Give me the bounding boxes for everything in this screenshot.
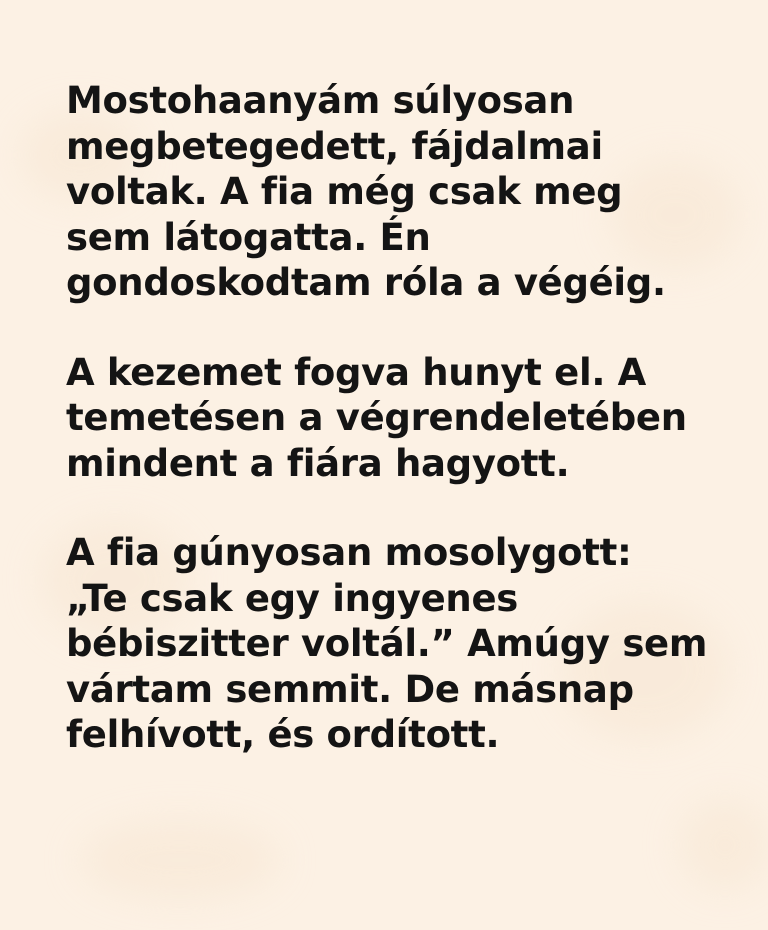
text-line: „Te csak egy ingyenes <box>66 576 518 620</box>
text-line: sem látogatta. Én <box>66 215 431 259</box>
background-blob <box>80 820 280 900</box>
story-text <box>66 78 736 802</box>
text-line: gondoskodtam róla a végéig. <box>66 261 666 304</box>
paragraph-3 <box>66 530 736 758</box>
paragraph-2 <box>66 350 736 487</box>
text-line: bébiszitter voltál.” Amúgy sem <box>66 622 708 665</box>
text-line: megbetegedett, fájdalmai <box>66 124 603 168</box>
text-line: Mostohaanyám súlyosan <box>66 79 575 122</box>
text-line: mindent a fiára hagyott. <box>66 441 570 485</box>
text-line: felhívott, és ordított. <box>66 713 500 756</box>
text-line: A kezemet fogva hunyt el. A <box>66 350 646 394</box>
text-line: vártam semmit. De másnap <box>66 667 634 711</box>
background-blob <box>680 800 768 890</box>
text-line: temetésen a végrendeletében <box>66 396 687 439</box>
text-line: voltak. A fia még csak meg <box>66 170 623 213</box>
text-line: A fia gúnyosan mosolygott: <box>66 531 632 574</box>
paragraph-1 <box>66 78 736 306</box>
